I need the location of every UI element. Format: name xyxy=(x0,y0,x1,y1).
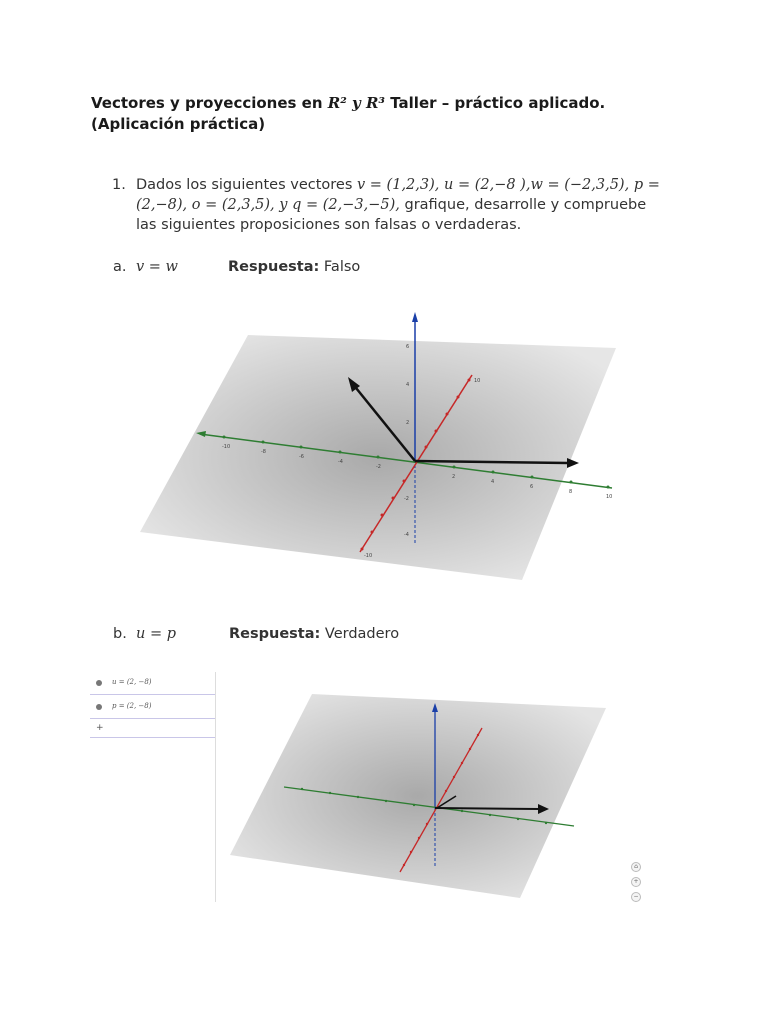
algebra-row-p[interactable] xyxy=(90,696,215,719)
algebra-panel xyxy=(90,672,216,902)
part-b-expression: u = p xyxy=(136,626,176,642)
y-tick: 8 xyxy=(569,489,573,495)
answer-label: Respuesta: xyxy=(229,626,321,642)
item-1-line-3: las siguientes proposiciones son falsas o verdaderas. xyxy=(136,217,522,233)
add-icon[interactable]: + xyxy=(96,723,104,733)
part-b-answer xyxy=(229,624,399,644)
vector-o: o = (2,3,5), xyxy=(191,197,275,213)
part-a-answer xyxy=(228,257,360,277)
item-1-line-1: Dados los siguientes vectores v = (1,2,3), u = (2,−8 ),w = (−2,3,5), p = xyxy=(136,177,660,193)
vector-u: u = (2,−8 ), xyxy=(444,177,531,193)
item-1-text xyxy=(136,175,676,235)
answer-value: Falso xyxy=(323,259,361,275)
home-icon[interactable]: ⌂ xyxy=(631,862,641,872)
algebra-input-row[interactable] xyxy=(90,720,215,738)
document-title xyxy=(91,93,605,135)
vector-p: p = xyxy=(633,177,660,193)
title-line-2: (Aplicación práctica) xyxy=(91,115,266,133)
r3-symbol: R³ xyxy=(365,94,386,112)
part-b-label: b. xyxy=(113,626,127,642)
x-tick: -10 xyxy=(364,553,373,559)
graph-a-3d xyxy=(130,300,630,590)
visibility-toggle[interactable] xyxy=(96,680,102,686)
z-tick: 6 xyxy=(406,344,410,350)
part-a-label: a. xyxy=(113,259,127,275)
y-tick: -10 xyxy=(222,444,231,450)
algebra-row-u[interactable] xyxy=(90,672,215,695)
visibility-toggle[interactable] xyxy=(96,704,102,710)
z-axis-arrow xyxy=(412,312,418,322)
y-tick: -4 xyxy=(338,459,343,465)
vector-u-arrow xyxy=(435,808,540,809)
xy-plane xyxy=(230,694,606,898)
vector-w: w = (−2,3,5), xyxy=(530,177,630,193)
y-tick: 2 xyxy=(452,474,456,480)
y-tick: -8 xyxy=(261,449,266,455)
graph-b-3d xyxy=(220,672,648,904)
item-1-line-2: (2,−8), o = (2,3,5), y q = (2,−3,−5), grafique, desarrolle y compruebe xyxy=(136,197,647,213)
item-number: 1. xyxy=(112,177,126,193)
vector-q: q = (2,−3,−5), xyxy=(292,197,400,213)
vector-v-head xyxy=(567,458,579,468)
z-tick: 2 xyxy=(406,420,410,426)
answer-label: Respuesta: xyxy=(228,259,320,275)
zoom-in-icon[interactable]: + xyxy=(631,877,641,887)
y-tick: 4 xyxy=(491,479,495,485)
y-tick: -2 xyxy=(376,464,381,470)
y-tick: 6 xyxy=(530,484,534,490)
algebra-expression: p = (2, −8) xyxy=(112,702,152,710)
x-tick: 10 xyxy=(474,378,481,384)
z-tick: 4 xyxy=(406,382,410,388)
answer-value: Verdadero xyxy=(324,626,400,642)
y-tick: -6 xyxy=(299,454,304,460)
z-tick: -4 xyxy=(404,532,409,538)
title-line-1: Vectores y proyecciones en R² y R³ Taller – práctico aplicado. xyxy=(91,94,606,112)
r2-symbol: R² xyxy=(327,94,347,112)
part-a-expression: v = w xyxy=(136,259,178,275)
y-tick: 10 xyxy=(606,494,613,500)
algebra-expression: u = (2, −8) xyxy=(112,678,152,686)
z-tick: -2 xyxy=(404,496,409,502)
vector-v: v = (1,2,3), xyxy=(357,177,440,193)
zoom-out-icon[interactable]: − xyxy=(631,892,641,902)
